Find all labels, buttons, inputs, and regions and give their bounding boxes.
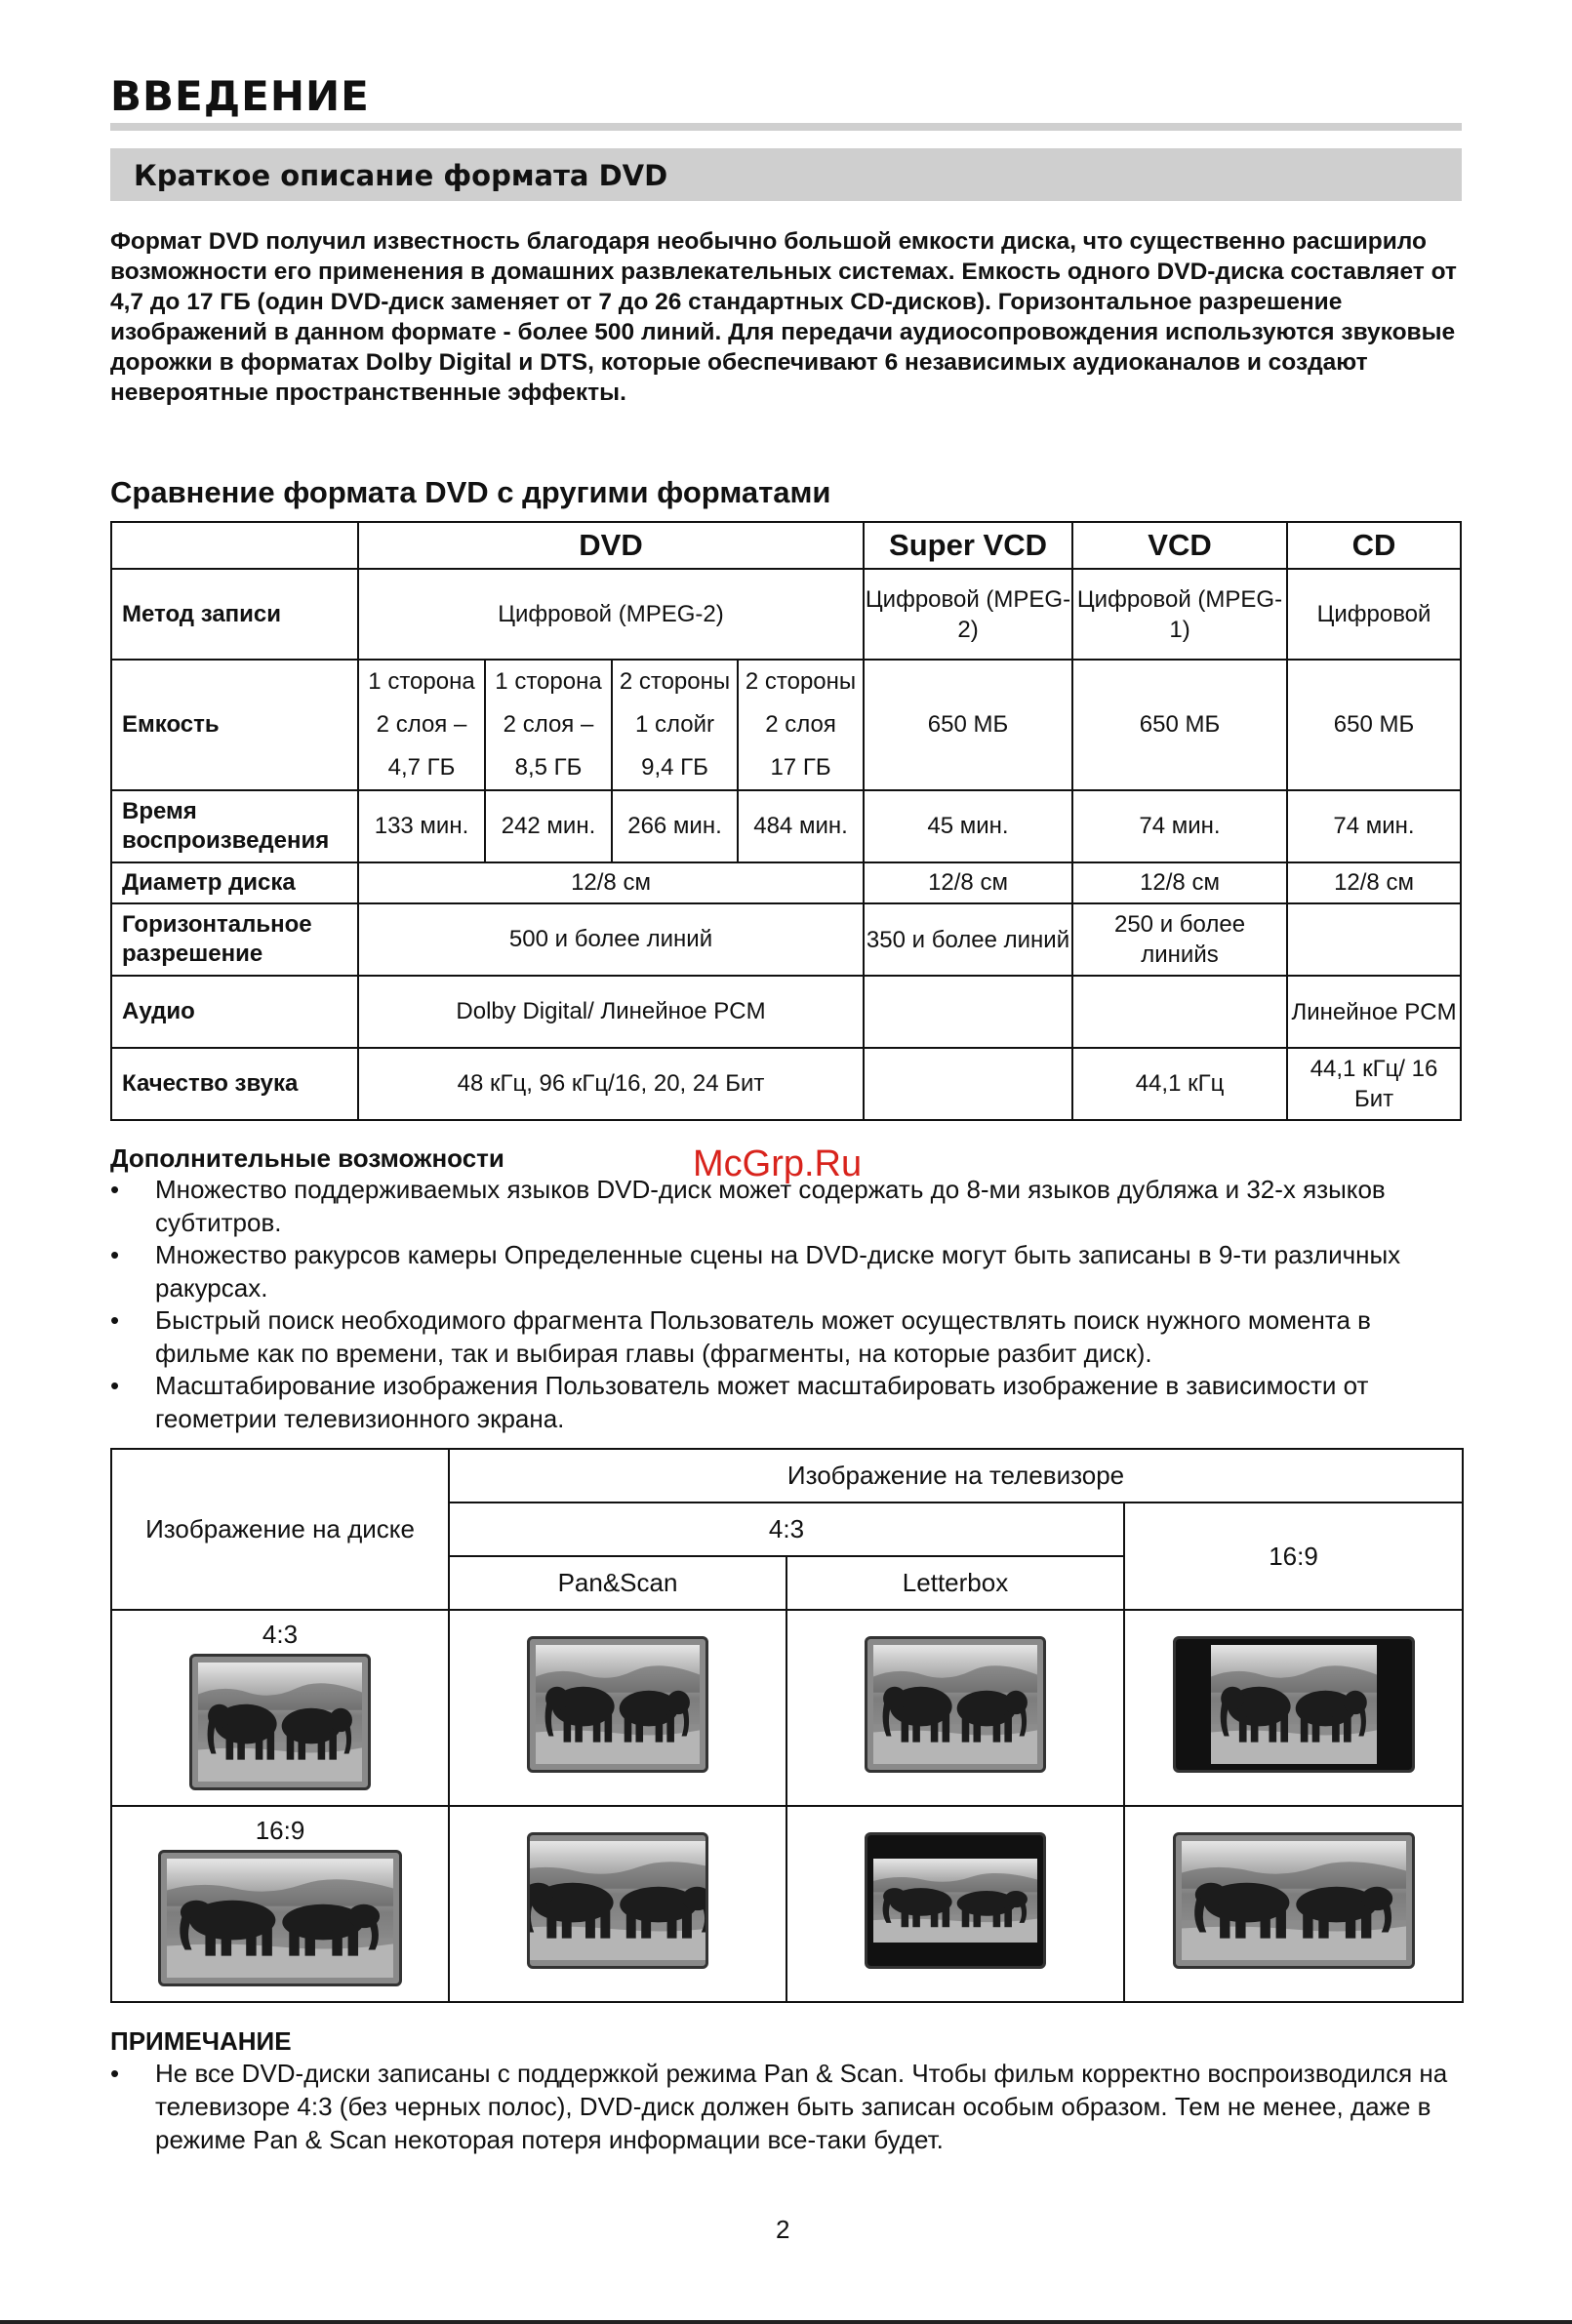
capacity-line: 2 слоя <box>765 711 836 738</box>
capacity-line: 4,7 ГБ <box>387 754 456 781</box>
disc-169-cell <box>111 1806 449 2002</box>
letterbox-header: Letterbox <box>786 1556 1124 1610</box>
list-item-text: Масштабирование изображения Пользователь может масштабировать изображение в зависимости от геометрии телевизионного экрана. <box>155 1371 1369 1433</box>
cell-method-vcd: Цифровой (MPEG-1) <box>1072 569 1287 660</box>
cell-audio-vcd <box>1072 976 1287 1048</box>
capacity-line: 2 слоя – <box>376 711 467 738</box>
disc-image-header: Изображение на диске <box>111 1449 449 1610</box>
disc-43-label: 4:3 <box>262 1619 299 1649</box>
col-header-cd: CD <box>1287 522 1461 569</box>
elephant-picture <box>1173 1636 1415 1773</box>
row-label-capacity: Емкость <box>111 660 358 790</box>
cell-resolution-vcd: 250 и более линийs <box>1072 903 1287 976</box>
list-item-text: Множество ракурсов камеры Определенные сцены на DVD-диске могут быть записаны в 9-ти различных ракурсах. <box>155 1240 1401 1302</box>
cell-playtime-svcd: 45 мин. <box>864 790 1072 862</box>
cell-quality-dvd: 48 кГц, 96 кГц/16, 20, 24 Бит <box>358 1048 864 1120</box>
tv-43-letterbox-cell <box>786 1610 1124 1806</box>
row-label-quality: Качество звука <box>111 1048 358 1120</box>
col-header-svcd: Super VCD <box>864 522 1072 569</box>
note-item <box>110 2057 1462 2156</box>
intro-paragraph: Формат DVD получил известность благодаря необычно большой емкости диска, что существенно расширило возможности его применения в домашних развлекательных системах. Емкость одного DVD-диска составляет от 4,7 до 17 ГБ (один DVD-диск заменяет от 7 до 26 стандартных CD-дисков). Горизонтальное разрешение изображений в данном формате - более 500 линий. Для передачи аудиосопровождения используются звуковые дорожки в форматах Dolby Digital и DTS, которые обеспечивают 6 независимых аудиоканалов и создают невероятные пространственные эффекты. <box>110 228 1457 406</box>
list-item <box>110 1239 1462 1304</box>
cell-capacity-vcd: 650 МБ <box>1072 660 1287 790</box>
watermark-text: McGrp.Ru <box>693 1143 863 1184</box>
elephant-picture <box>865 1636 1046 1773</box>
section-title: Краткое описание формата DVD <box>134 159 668 192</box>
col-header-dvd: DVD <box>358 522 864 569</box>
capacity-line: 17 ГБ <box>770 754 831 781</box>
elephant-picture <box>158 1850 402 1986</box>
cell-capacity-dvd-1 <box>358 660 485 790</box>
bullet-dot: • <box>110 1240 120 1269</box>
elephant-picture <box>1173 1832 1415 1969</box>
note-text: Не все DVD-диски записаны с поддержкой режима Pan & Scan. Чтобы фильм корректно воспроизводился на телевизоре 4:3 (без черных полос), DVD-диск должен быть записан особым образом. Тем не менее, даже в режиме Pan & Scan некоторая потеря информации все-таки будет. <box>155 2059 1448 2154</box>
elephant-picture <box>865 1832 1046 1969</box>
tv-169-pan-scan-cell <box>449 1806 786 2002</box>
header-empty-cell <box>111 522 358 569</box>
cell-resolution-svcd: 350 и более линий <box>864 903 1072 976</box>
page-title: ВВЕДЕНИЕ <box>110 72 370 120</box>
pan-scan-header: Pan&Scan <box>449 1556 786 1610</box>
cell-audio-cd: Линейное PCM <box>1287 976 1461 1048</box>
note-title: ПРИМЕЧАНИЕ <box>110 2026 292 2056</box>
extras-list <box>110 1174 1462 1435</box>
comparison-table <box>110 521 1462 1121</box>
extras-title: Дополнительные возможности <box>110 1143 504 1173</box>
cell-playtime-dvd-1: 133 мин. <box>358 790 485 862</box>
list-item <box>110 1370 1462 1435</box>
elephant-picture <box>527 1832 708 1969</box>
tv-169-letterbox-cell <box>786 1806 1124 2002</box>
elephant-picture <box>189 1654 371 1790</box>
cell-quality-svcd <box>864 1048 1072 1120</box>
capacity-line: 8,5 ГБ <box>514 754 583 781</box>
capacity-line: 1 сторона <box>368 668 475 695</box>
tv-43-pan-scan-cell <box>449 1610 786 1806</box>
cell-method-cd: Цифровой <box>1287 569 1461 660</box>
cell-quality-cd: 44,1 кГц/ 16 Бит <box>1287 1048 1461 1120</box>
bullet-dot: • <box>110 1305 120 1335</box>
image-comparison-table <box>110 1448 1464 2003</box>
page-number: 2 <box>776 2215 790 2244</box>
tv-169-cell <box>1124 1610 1463 1806</box>
cell-diameter-dvd: 12/8 см <box>358 862 864 903</box>
disc-43-cell <box>111 1610 449 1806</box>
comparison-title: Сравнение формата DVD с другими форматами <box>110 475 831 509</box>
cell-playtime-vcd: 74 мин. <box>1072 790 1287 862</box>
title-rule <box>110 123 1462 131</box>
cell-playtime-dvd-2: 242 мин. <box>485 790 612 862</box>
row-label-playtime: Время воспроизведения <box>111 790 358 862</box>
list-item <box>110 1304 1462 1370</box>
cell-playtime-dvd-3: 266 мин. <box>612 790 738 862</box>
cell-resolution-dvd: 500 и более линий <box>358 903 864 976</box>
cell-method-svcd: Цифровой (MPEG-2) <box>864 569 1072 660</box>
capacity-line: 1 сторона <box>495 668 602 695</box>
tv-image-header: Изображение на телевизоре <box>449 1449 1463 1503</box>
cell-capacity-svcd: 650 МБ <box>864 660 1072 790</box>
cell-capacity-cd: 650 МБ <box>1287 660 1461 790</box>
list-item-text: Быстрый поиск необходимого фрагмента Пользователь может осуществлять поиск нужного момента в фильме как по времени, так и выбирая главы (фрагменты, на которые разбит диск). <box>155 1305 1371 1368</box>
capacity-line: 2 стороны <box>745 668 857 695</box>
cell-playtime-dvd-4: 484 мин. <box>738 790 864 862</box>
cell-capacity-dvd-3 <box>612 660 738 790</box>
capacity-line: 9,4 ГБ <box>641 754 708 781</box>
cell-diameter-svcd: 12/8 см <box>864 862 1072 903</box>
cell-capacity-dvd-4 <box>738 660 864 790</box>
ratio-169-header: 16:9 <box>1124 1503 1463 1610</box>
capacity-line: 2 стороны <box>619 668 731 695</box>
section-header <box>110 148 1462 201</box>
cell-diameter-vcd: 12/8 см <box>1072 862 1287 903</box>
cell-audio-dvd: Dolby Digital/ Линейное PCM <box>358 976 864 1048</box>
cell-diameter-cd: 12/8 см <box>1287 862 1461 903</box>
capacity-line: 1 слойr <box>634 711 715 738</box>
list-item-text: Множество поддерживаемых языков DVD-диск может содержать до 8-ми языков дубляжа и 32-х языков субтитров. <box>155 1175 1386 1237</box>
col-header-vcd: VCD <box>1072 522 1287 569</box>
ratio-43-header: 4:3 <box>449 1503 1124 1556</box>
bullet-dot: • <box>110 2059 120 2088</box>
row-label-audio: Аудио <box>111 976 358 1048</box>
bullet-dot: • <box>110 1371 120 1400</box>
page-bottom-rule <box>0 2320 1572 2324</box>
cell-quality-vcd: 44,1 кГц <box>1072 1048 1287 1120</box>
list-item <box>110 2057 1462 2156</box>
cell-method-dvd: Цифровой (MPEG-2) <box>358 569 864 660</box>
cell-capacity-dvd-2 <box>485 660 612 790</box>
row-label-resolution: Горизонтальное разрешение <box>111 903 358 976</box>
row-label-method: Метод записи <box>111 569 358 660</box>
cell-playtime-cd: 74 мин. <box>1287 790 1461 862</box>
disc-169-label: 16:9 <box>255 1815 305 1845</box>
bullet-dot: • <box>110 1175 120 1204</box>
row-label-diameter: Диаметр диска <box>111 862 358 903</box>
elephant-picture <box>527 1636 708 1773</box>
cell-audio-svcd <box>864 976 1072 1048</box>
capacity-line: 2 слоя – <box>503 711 594 738</box>
tv-169-full-cell <box>1124 1806 1463 2002</box>
cell-resolution-cd <box>1287 903 1461 976</box>
list-item <box>110 1174 1462 1239</box>
